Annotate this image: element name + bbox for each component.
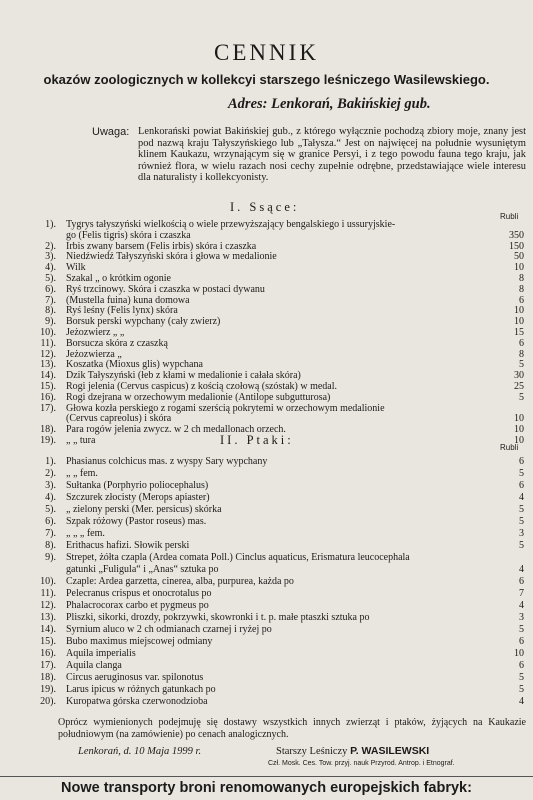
row-price: 8 <box>519 283 524 295</box>
row-price: 6 <box>519 337 524 349</box>
price-row <box>0 636 533 647</box>
row-description: Strepet, żółta czapla (Ardea comata Poll.) Cinclus aquaticus, Erismatura leucocephala <box>66 552 410 563</box>
row-price: 5 <box>519 468 524 479</box>
row-description: „ zielony perski (Mer. persicus) skórka <box>66 504 222 515</box>
row-price: 6 <box>519 480 524 491</box>
row-description: Syrnium aluco w 2 ch odmianach czarnej i ryżej po <box>66 624 272 635</box>
row-price: 6 <box>519 294 524 306</box>
row-number: 5). <box>45 273 56 284</box>
row-number: 9). <box>45 316 56 328</box>
row-price: 5 <box>519 540 524 551</box>
row-price: 350 <box>509 229 524 241</box>
row-price: 10 <box>514 424 524 436</box>
row-description: (Mustella fuina) kuna domowa <box>66 294 190 306</box>
row-number: 3). <box>45 480 56 491</box>
row-number: 10). <box>40 576 56 587</box>
row-number: 13). <box>40 359 56 371</box>
signer-name: P. WASILEWSKI <box>350 745 430 757</box>
price-row <box>0 338 533 349</box>
row-number: 1). <box>45 219 56 230</box>
row-number: 11). <box>40 588 56 599</box>
price-row <box>0 564 533 575</box>
price-row <box>0 456 533 467</box>
birds-currency-label: Rubli <box>500 443 519 452</box>
row-number: 11). <box>40 337 56 349</box>
row-number: 14). <box>40 624 56 635</box>
row-description: Głowa kozła perskiego z rogami szerścią pokrytemi w orzechowym medalionie <box>66 402 385 414</box>
row-number: 16). <box>40 391 56 403</box>
price-row <box>0 648 533 659</box>
price-row <box>0 241 533 252</box>
row-description: Kuropatwa górska czerwonodzioba <box>66 696 208 707</box>
price-row <box>0 349 533 360</box>
row-price: 3 <box>519 612 524 623</box>
row-price: 10 <box>514 413 524 425</box>
row-number: 6). <box>45 283 56 295</box>
signature-block <box>276 745 429 757</box>
row-number: 17). <box>40 402 56 414</box>
page-title: CENNIK <box>214 40 319 65</box>
row-price: 25 <box>514 381 524 392</box>
row-price: 10 <box>514 316 524 328</box>
row-description: „ „ fem. <box>66 468 98 479</box>
row-price: 15 <box>514 327 524 338</box>
row-description: Erithacus hafizi. Słowik perski <box>66 540 190 551</box>
birds-heading: II. Ptaki: <box>220 433 294 447</box>
row-description: „ „ tura <box>66 435 96 446</box>
mammals-heading: I. Ssące: <box>230 200 300 214</box>
row-number: 12). <box>40 600 56 611</box>
row-price: 6 <box>519 660 524 671</box>
row-price: 5 <box>519 391 524 403</box>
price-row <box>0 359 533 370</box>
row-description: Jeżozwierza „ <box>66 348 122 360</box>
row-description: Aquila imperialis <box>66 648 136 659</box>
row-description: Dzik Tałyszyński (łeb z kłami w medalionie i całała skóra) <box>66 370 301 382</box>
price-row <box>0 370 533 381</box>
row-description: Irbis zwany barsem (Felis irbis) skóra i czaszka <box>66 240 257 252</box>
notice-text: Lenkorański powiat Bakińskiej gub., z którego wyłącznie pochodzą zbiory moje, znany jest pod nazwą kraju Tałyszyńskiego lub „Tałysza.“ Jest on najwięcej na południe wysuniętym klinem Kaukazu, wrzynającym się w granice Persyi, i z tego powodu fauna tego kraju, jak również flora, w wielu razach nosi cechy zupełnie odrębne, przedstawiające wiele interesu dla naturalisty i kollekcyonisty. <box>138 126 526 184</box>
row-price: 6 <box>519 456 524 467</box>
row-description: go (Felis tigris) skóra i czaszka <box>66 229 191 241</box>
row-description: Niedźwiedź Tałyszyński skóra i głowa w medalionie <box>66 251 277 263</box>
price-row <box>0 696 533 707</box>
row-description: Aquila clanga <box>66 660 122 671</box>
price-row <box>0 624 533 635</box>
row-number: 8). <box>45 305 56 317</box>
row-number: 18). <box>40 672 56 683</box>
row-description: (Cervus capreolus) i skóra <box>66 413 172 425</box>
price-row <box>0 403 533 414</box>
row-number: 8). <box>45 540 56 551</box>
address-line: Adres: Lenkorań, Bakińskiej gub. <box>228 96 431 112</box>
row-description: Ryś trzcinowy. Skóra i czaszka w postaci dywanu <box>66 283 265 295</box>
row-price: 10 <box>514 648 524 659</box>
row-description: gatunki „Fuligula“ i „Anas“ sztuka po <box>66 564 219 575</box>
row-number: 9). <box>45 552 56 563</box>
page-subtitle: okazów zoologicznych w kollekcyi starszego leśniczego Wasilewskiego. <box>43 72 490 87</box>
row-price: 8 <box>519 348 524 360</box>
row-number: 6). <box>45 516 56 527</box>
price-row <box>0 305 533 316</box>
price-row <box>0 528 533 539</box>
row-description: Tygrys tałyszyński wielkością o wiele przewyższający bengalskiego i ussuryjskie- <box>66 219 396 230</box>
price-row <box>0 413 533 424</box>
row-price: 6 <box>519 576 524 587</box>
price-row <box>0 672 533 683</box>
price-row <box>0 273 533 284</box>
row-price: 10 <box>514 262 524 274</box>
price-row <box>0 284 533 295</box>
row-description: Borsucza skóra z czaszką <box>66 337 168 349</box>
row-price: 150 <box>509 240 524 252</box>
row-description: Szpak różowy (Pastor roseus) mas. <box>66 516 207 527</box>
signer-title: Starszy Leśniczy <box>276 746 348 757</box>
price-row <box>0 516 533 527</box>
row-price: 4 <box>519 600 524 611</box>
row-price: 5 <box>519 504 524 515</box>
row-description: Phasianus colchicus mas. z wyspy Sary wypchany <box>66 456 268 467</box>
price-row <box>0 600 533 611</box>
row-number: 19). <box>40 435 56 446</box>
row-price: 10 <box>514 435 524 446</box>
row-description: Szczurek złocisty (Merops apiaster) <box>66 492 210 503</box>
row-price: 3 <box>519 528 524 539</box>
row-number: 3). <box>45 251 56 263</box>
row-description: Rogi dzejrana w orzechowym medalionie (Antilope subgutturosa) <box>66 391 331 403</box>
row-description: Circus aeruginosus var. spilonotus <box>66 672 204 683</box>
row-price: 5 <box>519 516 524 527</box>
place-date: Lenkorań, d. 10 Maja 1999 r. <box>78 746 202 757</box>
notice-label: Uwaga: <box>92 126 130 138</box>
row-price: 5 <box>519 684 524 695</box>
row-number: 7). <box>45 528 56 539</box>
row-description: Wilk <box>66 262 86 274</box>
price-row <box>0 392 533 403</box>
row-number: 15). <box>40 381 56 392</box>
row-description: Sułtanka (Porphyrio poliocephalus) <box>66 480 209 491</box>
divider <box>0 776 533 777</box>
price-row <box>0 540 533 551</box>
price-row <box>0 684 533 695</box>
price-row <box>0 468 533 479</box>
row-price: 4 <box>519 564 524 575</box>
row-number: 12). <box>40 348 56 360</box>
price-row <box>0 381 533 392</box>
price-row <box>0 327 533 338</box>
price-row <box>0 295 533 306</box>
row-description: Borsuk perski wypchany (cały zwierz) <box>66 316 221 328</box>
row-price: 5 <box>519 359 524 371</box>
row-description: Szakal „ o krótkim ogonie <box>66 273 171 284</box>
signer-credentials: Czł. Mosk. Ces. Tow. przyj. nauk Przyrod. Antrop. i Etnograf. <box>268 760 455 767</box>
row-number: 10). <box>40 327 56 338</box>
price-row <box>0 251 533 262</box>
row-number: 13). <box>40 612 56 623</box>
row-description: „ „ „ fem. <box>66 528 105 539</box>
row-description: Ryś leśny (Felis lynx) skóra <box>66 305 178 317</box>
row-price: 6 <box>519 636 524 647</box>
row-description: Pliszki, sikorki, drozdy, pokrzywki, skowronki i t. p. małe ptaszki sztuka po <box>66 612 370 623</box>
row-description: Rogi jelenia (Cervus caspicus) z kością czołową (szóstak) w medal. <box>66 381 338 392</box>
row-number: 16). <box>40 648 56 659</box>
row-number: 14). <box>40 370 56 382</box>
row-description: Para rogów jelenia zwycz. w 2 ch medallonach orzech. <box>66 424 286 436</box>
mammals-currency-label: Rubli <box>500 212 519 221</box>
price-row <box>0 660 533 671</box>
price-row <box>0 219 533 230</box>
price-row <box>0 316 533 327</box>
price-row <box>0 612 533 623</box>
row-description: Larus ipicus w różnych gatunkach po <box>66 684 216 695</box>
row-price: 50 <box>514 251 524 263</box>
row-number: 15). <box>40 636 56 647</box>
row-description: Jeżozwierz „ „ <box>66 327 125 338</box>
row-number: 17). <box>40 660 56 671</box>
price-row <box>0 262 533 273</box>
price-row <box>0 552 533 563</box>
row-number: 19). <box>40 684 56 695</box>
row-description: Bubo maximus miejscowej odmiany <box>66 636 213 647</box>
row-description: Phalacrocorax carbo et pygmeus po <box>66 600 209 611</box>
row-price: 30 <box>514 370 524 382</box>
row-description: Czaple: Ardea garzetta, cinerea, alba, purpurea, każda po <box>66 576 294 587</box>
row-number: 18). <box>40 424 56 436</box>
price-row <box>0 504 533 515</box>
row-price: 8 <box>519 273 524 284</box>
footer-note: Oprócz wymienionych podejmuję się dostawy wszystkich innych zwierząt i ptaków, żyjących na Kaukazie południowym (na zamówienie) po cenach analogicznych. <box>58 717 526 740</box>
row-number: 4). <box>45 492 56 503</box>
price-row <box>0 480 533 491</box>
row-number: 2). <box>45 468 56 479</box>
price-row <box>0 588 533 599</box>
row-number: 20). <box>40 696 56 707</box>
row-price: 5 <box>519 624 524 635</box>
row-price: 5 <box>519 672 524 683</box>
row-price: 4 <box>519 696 524 707</box>
row-number: 4). <box>45 262 56 274</box>
row-number: 2). <box>45 240 56 252</box>
price-row <box>0 576 533 587</box>
row-price: 7 <box>519 588 524 599</box>
row-description: Koszatka (Mioxus glis) wypchana <box>66 359 203 371</box>
row-description: Pelecranus crispus et onocrotalus po <box>66 588 212 599</box>
row-number: 7). <box>45 294 56 306</box>
row-price: 4 <box>519 492 524 503</box>
row-number: 5). <box>45 504 56 515</box>
row-price: 10 <box>514 305 524 317</box>
price-row <box>0 492 533 503</box>
row-number: 1). <box>45 456 56 467</box>
price-row <box>0 230 533 241</box>
bottom-banner: Nowe transporty broni renomowanych europejskich fabryk: <box>61 780 472 796</box>
